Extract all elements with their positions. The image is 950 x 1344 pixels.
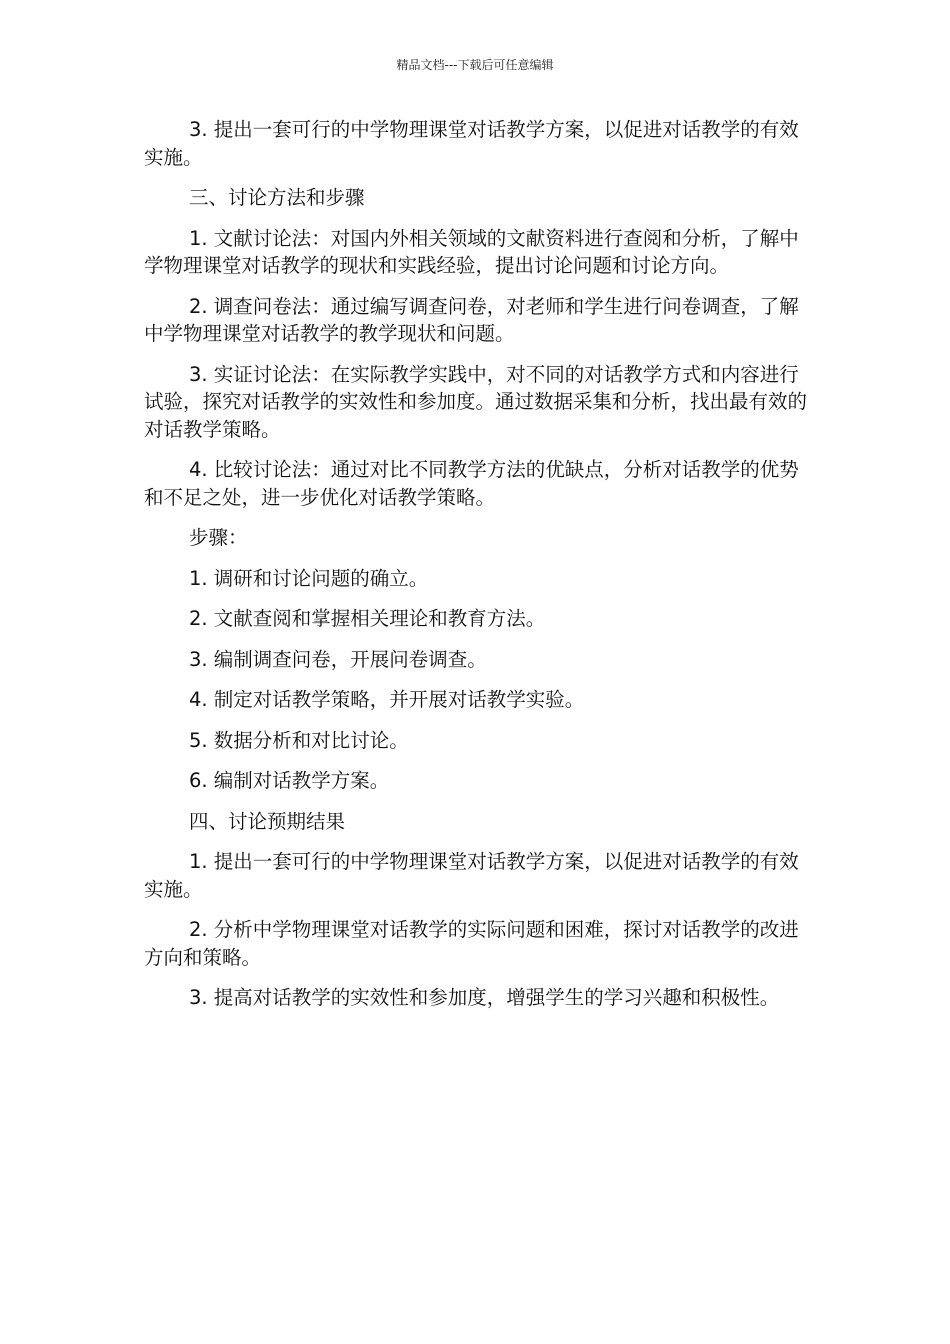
paragraph-result-3: 3. 提高对话教学的实效性和参加度，增强学生的学习兴趣和积极性。 xyxy=(189,986,780,1009)
section-heading-expected-results: 四、讨论预期结果 xyxy=(189,809,346,833)
step-item-6: 6. 编制对话教学方案。 xyxy=(189,769,390,792)
section-heading-methods: 三、讨论方法和步骤 xyxy=(189,186,365,209)
steps-label: 步骤： xyxy=(189,526,248,549)
paragraph-method-2: 2. 调查问卷法：通过编写调查问卷，对老师和学生进行问卷调查，了解中学物理课堂对话教学的教学现状和问题。 xyxy=(144,294,799,345)
step-item-1: 1. 调研和讨论问题的确立。 xyxy=(189,566,429,590)
page-header: 精品文档---下载后可任意编辑 xyxy=(396,58,554,72)
paragraph-method-4: 4. 比较讨论法：通过对比不同教学方法的优缺点，分析对话教学的优势和不足之处，进一步优化对话教学策略。 xyxy=(144,458,799,509)
paragraph-goal-3: 3. 提出一套可行的中学物理课堂对话教学方案，以促进对话教学的有效实施。 xyxy=(144,118,799,169)
paragraph-result-1: 1. 提出一套可行的中学物理课堂对话教学方案，以促进对话教学的有效实施。 xyxy=(144,850,799,901)
paragraph-method-1: 1. 文献讨论法：对国内外相关领域的文献资料进行查阅和分析，了解中学物理课堂对话教学的现状和实践经验，提出讨论问题和讨论方向。 xyxy=(144,226,799,277)
paragraph-method-3: 3. 实证讨论法：在实际教学实践中，对不同的对话教学方式和内容进行试验，探究对话教学的实效性和参加度。通过数据采集和分析，找出最有效的对话教学策略。 xyxy=(144,362,808,441)
document-body xyxy=(144,116,816,1025)
step-item-4: 4. 制定对话教学策略，并开展对话教学实验。 xyxy=(189,688,585,711)
step-item-5: 5. 数据分析和对比讨论。 xyxy=(189,728,409,752)
paragraph-result-2: 2. 分析中学物理课堂对话教学的实际问题和困难，探讨对话教学的改进方向和策略。 xyxy=(144,918,799,969)
step-item-3: 3. 编制调查问卷，开展问卷调查。 xyxy=(189,647,487,671)
step-item-2: 2. 文献查阅和掌握相关理论和教育方法。 xyxy=(189,607,546,630)
